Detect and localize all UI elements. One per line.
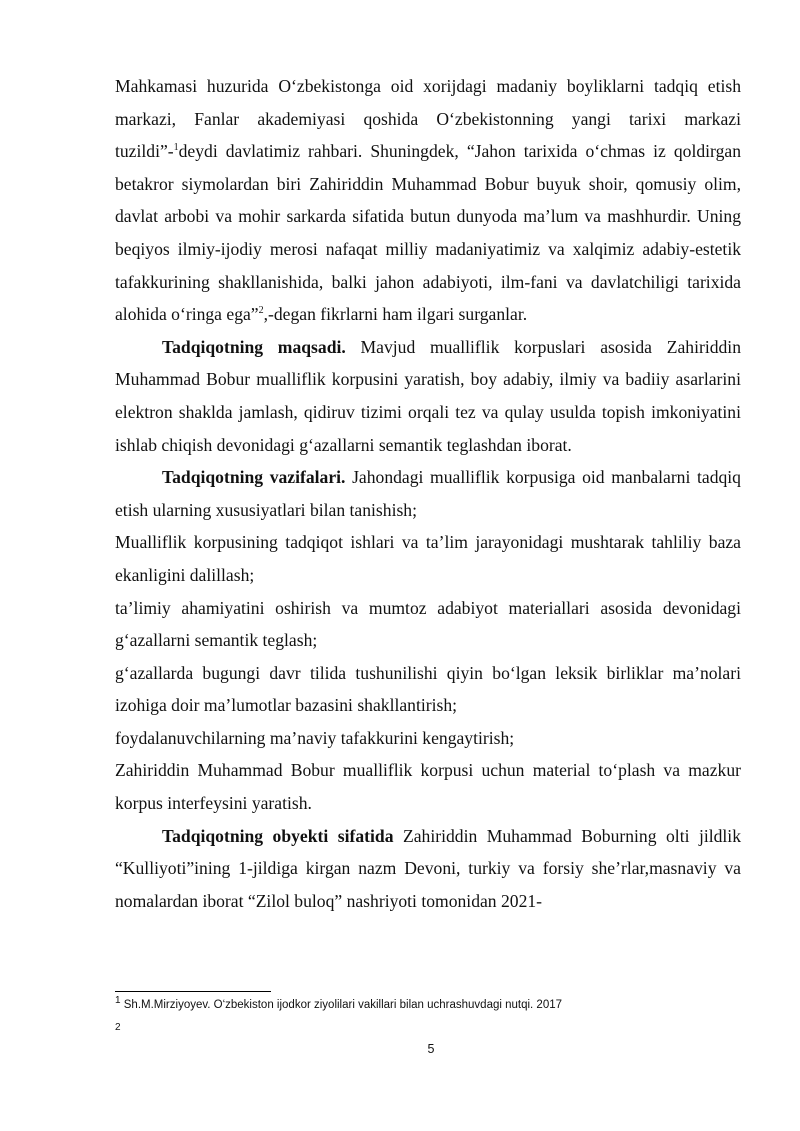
tasks-heading: Tadqiqotning vazifalari. — [162, 467, 346, 488]
body-text — [115, 70, 741, 917]
task-item: foydalanuvchilarning ma’naviy tafakkurini kengaytirish; — [115, 727, 515, 748]
task-item: Zahiriddin Muhammad Bobur mualliflik korpusi uchun material to‘plash va mazkur korpus interfeysini yaratish. — [115, 760, 741, 814]
footnotes — [115, 995, 741, 1040]
paragraph-tasks: Tadqiqotning vazifalari. Jahondagi mualliflik korpusiga oid manbalarni tadqiq etish ularning xususiyatlari bilan tanishish; — [115, 467, 741, 520]
paragraph-object: Tadqiqotning obyekti sifatida Zahiriddin Muhammad Boburning olti jildlik “Kulliyoti”ining 1-jildiga kirgan nazm Devoni, turkiy va forsiy she’rlar,masnaviy va nomalardan iborat “Zilol buloq” nashriyoti tomonidan 2021- — [115, 825, 741, 911]
paragraph-goal: Tadqiqotning maqsadi. Mavjud mualliflik korpuslari asosida Zahiriddin Muhammad Bobur mualliflik korpusini yaratish, boy adabiy, ilmiy va badiiy asarlarini elektron shaklda jamlash, qidiruv tizimi orqali tez va qulay usulda topish imkoniyatini ishlab chiqish devonidagi g‘azallarni semantik teglashdan iborat. — [115, 336, 741, 455]
page-number: 5 — [427, 1042, 435, 1056]
footnote-ref-1: 1 — [173, 142, 179, 154]
task-item: g‘azallarda bugungi davr tilida tushunilishi qiyin bo‘lgan leksik birliklar ma’nolari izohiga doir ma’lumotlar bazasini shakllantirish; — [115, 662, 741, 716]
object-heading: Tadqiqotning obyekti sifatida — [162, 825, 394, 846]
goal-heading: Tadqiqotning maqsadi. — [162, 336, 346, 357]
task-item: Mualliflik korpusining tadqiqot ishlari va ta’lim jarayonidagi mushtarak tahliliy baza ekanligini dalillash; — [115, 532, 741, 585]
footnote-ref-2: 2 — [258, 305, 264, 317]
paragraph-intro: Mahkamasi huzurida O‘zbekistonga oid xorijdagi madaniy boyliklarni tadqiq etish markazi, Fanlar akademiyasi qoshida O‘zbekistonning yangi tarixi markazi tuzildi”-$^1$deydi davlatimiz rahbari. Shuningdek, “Jahon tarixida o‘chmas iz qoldirgan betakror siymolardan biri Zahiriddin Muhammad Bobur buyuk shoir, qomusiy olim, davlat arbobi va mohir sarkarda sifatida butun dunyoda ma’lum va mashhurdir. Uning beqiyos ilmiy-ijodiy merosi nafaqat milliy madaniyatimiz va xalqimiz adabiy-estetik tafakkurining shakllanishida, balki jahon adabiyoti, ilm-fani va davlatchiligi tarixida alohida o‘ringa ega”$^2$,-degan fikrlarni ham ilgari surganlar. — [115, 76, 741, 325]
footnote-divider — [115, 991, 271, 992]
footnote-2: 2 — [115, 1022, 121, 1034]
footnote-1: $^1$ Sh.M.Mirziyoyev. O‘zbekiston ijodkor ziyolilari vakillari bilan uchrashuvdagi nutqi. 2017 — [115, 995, 563, 1011]
task-item: ta’limiy ahamiyatini oshirish va mumtoz adabiyot materiallari asosida devonidagi g‘azallarni semantik teglash; — [115, 597, 741, 651]
